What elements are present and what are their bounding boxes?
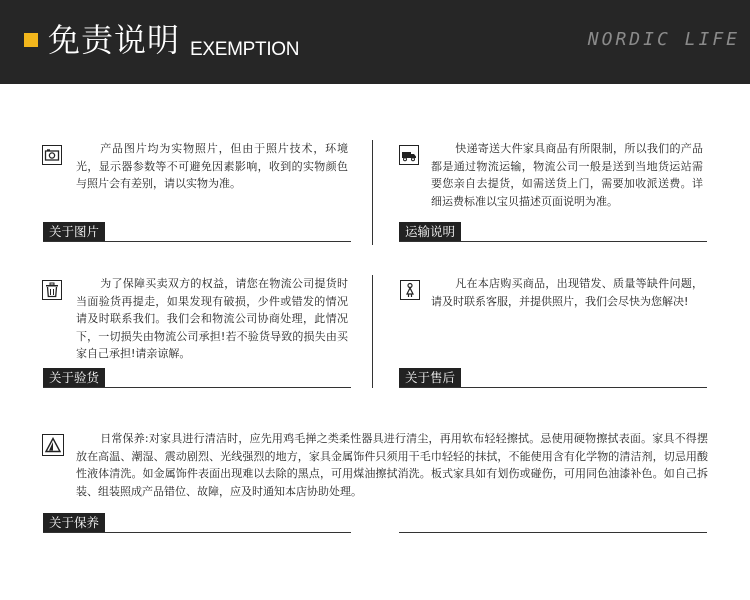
aftersales-divider (399, 387, 707, 388)
person-icon (400, 280, 420, 300)
aftersales-label: 关于售后 (399, 368, 461, 387)
trash-icon (42, 280, 62, 300)
page-title: 免责说明 (48, 21, 181, 59)
photos-divider (43, 241, 351, 242)
page-subtitle: EXEMPTION (190, 39, 300, 60)
maintenance-divider-right (399, 532, 707, 533)
inspection-text: 为了保障买卖双方的权益，请您在物流公司提货时当面验货再提走，如果发现有破损，少件或错发的情况请及时联系我们。我们会和物流公司协商处理，此情况下，一切损失由物流公司承担!若不验货导致的损失由买家自己承担!请亲谅解。 (76, 277, 348, 360)
shipping-divider (399, 241, 707, 242)
shipping-label: 运输说明 (399, 222, 461, 241)
photos-text: 产品图片均为实物照片，但由于照片技术，环境光，显示器参数等不可避免因素影响，收到的实物颜色与照片会有差别，请以实物为准。 (76, 142, 348, 190)
truck-icon (399, 145, 419, 165)
aftersales-text: 凡在本店购买商品，出现错发、质量等缺件问题，请及时联系客服，并提供照片，我们会尽快为您解决! (431, 277, 703, 308)
inspection-divider (43, 387, 351, 388)
column-separator-middle (372, 275, 373, 388)
maintenance-divider (43, 532, 351, 533)
title-bullet (24, 33, 38, 47)
photos-label: 关于图片 (43, 222, 105, 241)
inspection-label: 关于验货 (43, 368, 105, 387)
warning-triangle-icon (42, 434, 64, 456)
column-separator-top (372, 140, 373, 245)
header-bar (0, 0, 750, 84)
shipping-text: 快递寄送大件家具商品有所限制，所以我们的产品都是通过物流运输，物流公司一般是送到当地货运站需要您亲自去提货，如需送货上门，需要加收派送费。详细运费标准以宝贝描述页面说明为准。 (431, 142, 703, 208)
camera-icon (42, 145, 62, 165)
maintenance-label: 关于保养 (43, 513, 105, 532)
maintenance-text: 日常保养:对家具进行清洁时，应先用鸡毛掸之类柔性器具进行清尘，再用软布轻轻擦拭。忌使用硬物擦拭表面。家具不得摆放在高温、潮湿、震动剧烈、光线强烈的地方，家具金属饰件只须用干毛巾轻轻的抹拭，不能使用含有化学物的清洁剂，切忌用酸性液体清洗。如金属饰件表面出现难以去除的黑点，可用煤油擦拭消洗。板式家具如有划伤或碰伤，可用同色油漆补色。如自己拆装、组装照成产品错位、故障，应及时通知本店协助处理。 (76, 432, 708, 498)
brand-logo: NORDIC LIFE (587, 29, 740, 50)
